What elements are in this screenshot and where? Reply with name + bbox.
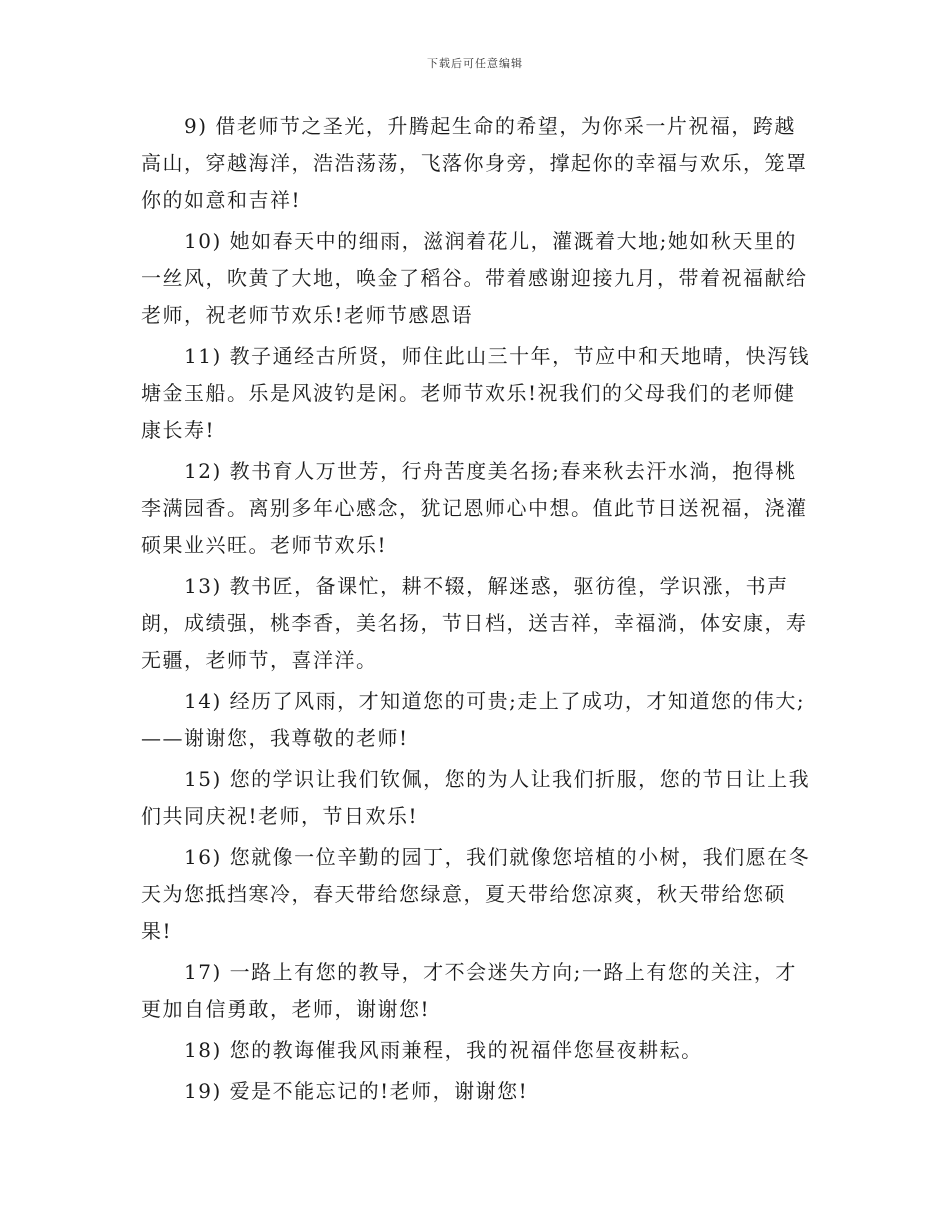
paragraph-15: 15) 您的学识让我们钦佩，您的为人让我们折服，您的节日让上我们共同庆祝!老师，节日欢乐! bbox=[141, 767, 811, 828]
document-body bbox=[141, 108, 813, 1114]
paragraph-19: 19) 爱是不能忘记的!老师，谢谢您! bbox=[184, 1079, 529, 1103]
paragraph-9: 9) 借老师节之圣光，升腾起生命的希望，为你采一片祝福，跨越高山，穿越海洋，浩浩荡荡，飞落你身旁，撑起你的幸福与欢乐，笼罩你的如意和吉祥! bbox=[141, 114, 808, 212]
paragraph-10: 10) 她如春天中的细雨，滋润着花儿，灌溉着大地;她如秋天里的一丝风，吹黄了大地，唤金了稻谷。带着感谢迎接九月，带着祝福献给老师，祝老师节欢乐!老师节感恩语 bbox=[141, 229, 808, 327]
paragraph-18: 18) 您的教诲催我风雨兼程，我的祝福伴您昼夜耕耘。 bbox=[184, 1038, 703, 1062]
paragraph-11: 11) 教子通经古所贤，师住此山三十年，节应中和天地晴，快泻钱塘金玉船。乐是风波钓是闲。老师节欢乐!祝我们的父母我们的老师健康长寿! bbox=[141, 344, 811, 442]
paragraph-13: 13) 教书匠，备课忙，耕不辍，解迷惑，驱彷徨，学识涨，书声朗，成绩强，桃李香，美名扬，节日档，送吉祥，幸福淌，体安康，寿无疆，老师节，喜洋洋。 bbox=[141, 574, 808, 672]
paragraph-12: 12) 教书育人万世芳，行舟苦度美名扬;春来秋去汗水淌，抱得桃李满园香。离别多年心感念，犹记恩师心中想。值此节日送祝福，浇灌硕果业兴旺。老师节欢乐! bbox=[141, 459, 808, 557]
page-header: 下载后可任意编辑 bbox=[427, 57, 523, 70]
paragraph-14: 14) 经历了风雨，才知道您的可贵;走上了成功，才知道您的伟大;——谢谢您，我尊敬的老师! bbox=[141, 689, 806, 750]
paragraph-17: 17) 一路上有您的教导，才不会迷失方向;一路上有您的关注，才更加自信勇敢，老师，谢谢您! bbox=[141, 960, 797, 1021]
paragraph-16: 16) 您就像一位辛勤的园丁，我们就像您培植的小树，我们愿在冬天为您抵挡寒冷，春天带给您绿意，夏天带给您凉爽，秋天带给您硕果! bbox=[141, 845, 811, 943]
